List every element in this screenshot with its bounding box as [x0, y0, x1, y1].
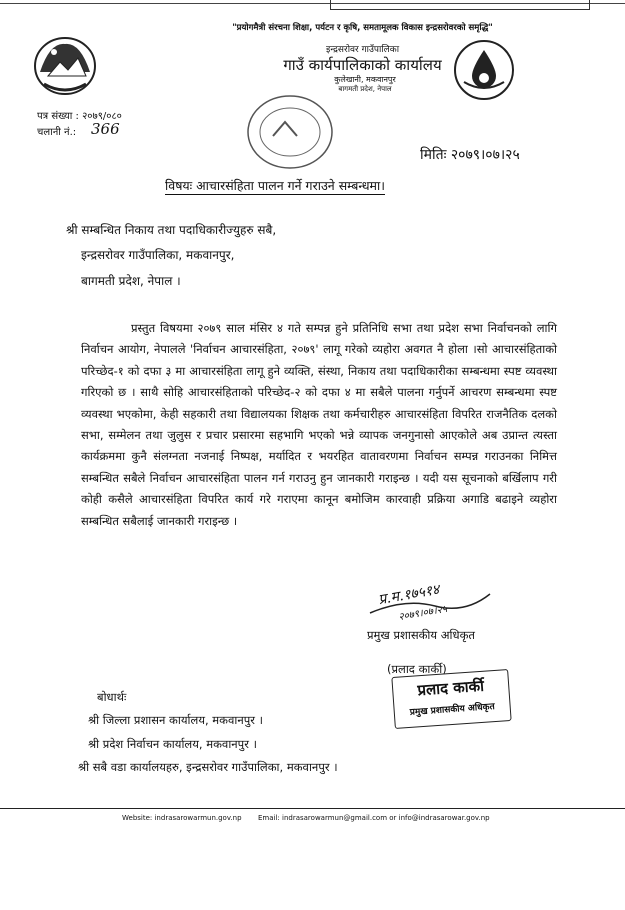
stamp-title: प्रमुख प्रशासकीय अधिकृत — [409, 702, 496, 718]
letter-date: मितिः २०७९।०७।२५ — [420, 147, 520, 163]
footer-email: Email: indrasarowarmun@gmail.com or info@indrasarowar.gov.np — [258, 814, 490, 822]
subject-line: विषयः आचारसंहिता पालन गर्ने गराउने सम्बन्धमा। — [165, 178, 385, 193]
cc-label: बोधार्थः — [97, 690, 127, 704]
signatory-designation: प्रमुख प्रशासकीय अधिकृत — [367, 628, 475, 642]
letter-body: प्रस्तुत विषयमा २०७९ साल मंसिर ४ गते सम्पन्न हुने प्रतिनिधि सभा तथा प्रदेश सभा निर्वाचनको लागि निर्वाचन आयोग, नेपालले 'निर्वाचन आचारसंहिता, २०७९' लागू गरेको व्यहोरा अवगत नै होला ।सो आचारसंहिताको परिच्छेद-१ को दफा ३ मा आचारसंहिता लागू हुने व्यक्ति, संस्था, निकाय तथा पदाधिकारीका सम्बन्धमा स्पष्ट व्यवस्था गरिएको छ । साथै सोहि आचारसंहिताको परिच्छेद-२ को दफा ४ मा सबैले पालना गर्नुपर्ने आचरण सम्बन्धमा स्पष्ट व्यवस्था भएकोमा, केही सहकारी तथा विद्यालयका शिक्षक तथा कर्मचारीहरु आचारसंहिता विपरित राजनैतिक दलको सभा, सम्मेलन तथा जुलुस र प्रचार प्रसारमा सहभागि भएको भन्ने व्यापक जनगुनासो आएकोले अब उप्रान्त त्यस्ता कार्यक्रममा कुनै संलग्नता नजनाई निष्पक्ष, मर्यादित र भयरहित वातावरणमा निर्वाचन सम्पन्न गराउनका निमित्त सम्बन्धित सबैले निर्वाचन आचारसंहिता पालन गर्न गराउनु हुन जानकारी गराइन्छ । यदी यस सूचनाको बर्खिलाप गरी कोही कसैले आचारसंहिता विपरित कार्य गरे गराएमा कानून बमोजिम कारवाही प्रक्रिया अगाडि बढाइने व्यहोरा सम्बन्धित सबैलाई जानकारी गराइन्छ । — [81, 321, 557, 528]
top-box — [330, 0, 590, 10]
office-round-stamp-icon — [245, 92, 335, 172]
footer-website: Website: indrasarowarmun.gov.np — [122, 814, 242, 822]
municipality-name: इन्द्रसरोवर गाउँपालिका — [325, 45, 400, 55]
footer — [0, 808, 625, 827]
cc-item-1: श्री जिल्ला प्रशासन कार्यालय, मकवानपुर । — [88, 713, 264, 727]
cc-item-3: श्री सबै वडा कार्यालयहरु, इन्द्रसरोवर गाउँपालिका, मकवानपुर । — [78, 760, 338, 774]
address-line-1: कुलेखानी, मकवानपुर — [334, 75, 396, 84]
recipient-line-3: बागमती प्रदेश, नेपाल । — [81, 274, 181, 288]
signatory-name: (प्रलाद कार्की) — [387, 662, 447, 676]
name-stamp — [391, 669, 511, 729]
chalani-label: चलानी नं.: — [37, 127, 77, 138]
office-title: गाउँ कार्यपालिकाको कार्यालय — [283, 56, 442, 74]
recipient-line-2: इन्द्रसरोवर गाउँपालिका, मकवानपुर, — [81, 248, 235, 262]
cc-item-2: श्री प्रदेश निर्वाचन कार्यालय, मकवानपुर । — [88, 737, 257, 751]
slogan: "प्रयोगमैत्री संरचना शिक्षा, पर्यटन र कृषि, समतामूलक विकास इन्द्रसरोवरको समृद्धि" — [232, 23, 493, 33]
recipient-line-1: श्री सम्बन्धित निकाय तथा पदाधिकारीज्युहरु सबै, — [66, 223, 277, 237]
signature-stroke-icon — [365, 588, 495, 618]
nepal-emblem-icon — [30, 32, 100, 98]
address-line-2: बागमती प्रदेश, नेपाल — [338, 85, 392, 93]
handwritten-signature: प्र.म.१७५१४ — [377, 581, 441, 609]
patra-sankhya: पत्र संख्या : २०७९/०८० — [37, 111, 122, 122]
handwritten-date: २०७९।०७।२५ — [397, 603, 449, 624]
stamp-name: प्रलाद कार्की — [416, 676, 485, 700]
chalani-number: 366 — [91, 120, 120, 138]
